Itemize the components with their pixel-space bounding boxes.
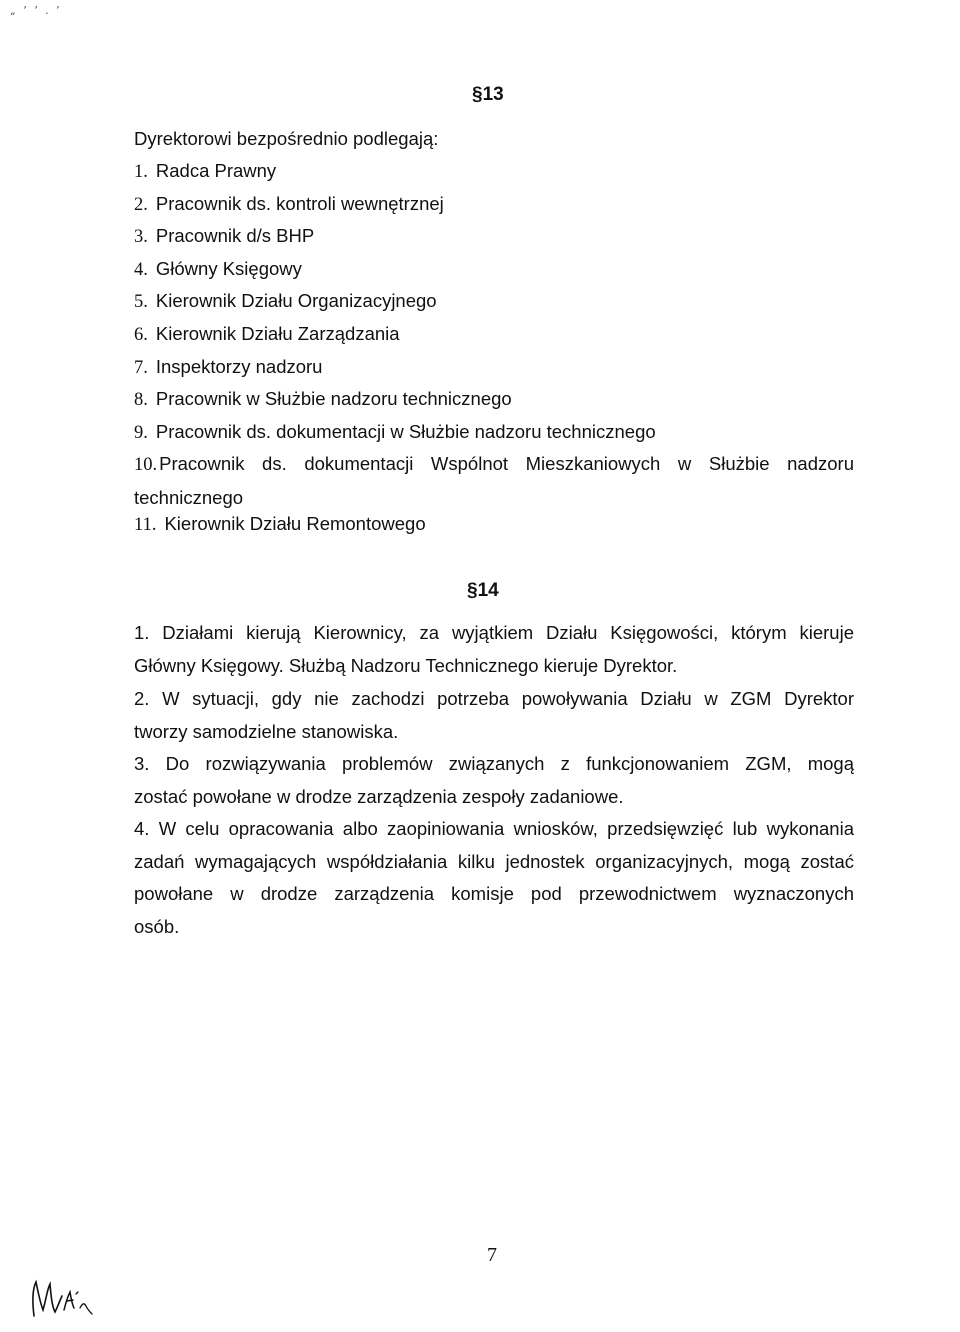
paragraph-line: 3. Do rozwiązywania problemów związanych z funkcjonowaniem ZGM, mogą [134, 753, 854, 774]
subordinates-list [134, 160, 854, 545]
paragraph-line: 4. W celu opracowania albo zaopiniowania wniosków, przedsięwzięć lub wykonania [134, 818, 854, 839]
list-item-text: Pracownik ds. dokumentacji Wspólnot Mieszkaniowych w Służbie nadzoru [159, 453, 854, 475]
list-item-number: 7. [134, 357, 148, 378]
list-item [134, 160, 854, 193]
list-item-text: Pracownik w Służbie nadzoru technicznego [155, 388, 512, 410]
paragraph-3 [134, 748, 854, 813]
list-item [134, 448, 854, 514]
list-item-text: Główny Księgowy [155, 257, 302, 279]
paragraph-2 [134, 683, 854, 748]
section-13-heading: §13 [472, 84, 504, 105]
list-item-text: Pracownik ds. kontroli wewnętrznej [155, 192, 444, 214]
list-item [134, 388, 854, 421]
paragraph-4 [134, 813, 854, 943]
list-item-text: Pracownik d/s BHP [155, 225, 315, 247]
list-item-text: Inspektorzy nadzoru [155, 355, 323, 377]
handwritten-signature-icon [28, 1270, 100, 1318]
list-item-number: 10. [134, 455, 158, 476]
list-item [134, 290, 854, 323]
list-item [134, 513, 854, 546]
list-item-number: 8. [134, 390, 148, 411]
list-item [134, 323, 854, 356]
page-number: 7 [487, 1244, 497, 1266]
list-item-text: Pracownik ds. dokumentacji w Służbie nadzoru technicznego [155, 420, 656, 442]
corner-scan-mark: „ ’ ’ . ’ [10, 4, 62, 17]
paragraph-line: tworzy samodzielne stanowiska. [134, 720, 399, 742]
list-item-number: 9. [134, 422, 148, 443]
list-item-text: Kierownik Działu Organizacyjnego [155, 290, 437, 312]
list-item [134, 193, 854, 226]
paragraph-1 [134, 617, 854, 682]
list-item-line [134, 448, 854, 482]
list-item-number: 1. [134, 162, 148, 182]
list-item-text-continued: technicznego [134, 486, 244, 508]
list-item-number: 2. [134, 194, 148, 215]
list-item-text: Radca Prawny [155, 160, 277, 181]
list-item-number: 5. [134, 292, 148, 313]
list-item-text: Kierownik Działu Remontowego [164, 512, 426, 534]
list-item [134, 356, 854, 389]
list-item-number: 3. [134, 227, 148, 248]
section-13-intro: Dyrektorowi bezpośrednio podlegają: [134, 128, 439, 149]
list-item-number: 6. [134, 324, 148, 345]
list-item [134, 258, 854, 291]
list-item [134, 225, 854, 258]
list-item-number: 4. [134, 259, 148, 280]
paragraph-line: osób. [134, 915, 180, 937]
paragraph-line: powołane w drodze zarządzenia komisje pod przewodnictwem wyznaczonych [134, 883, 854, 905]
paragraph-line: zostać powołane w drodze zarządzenia zespoły zadaniowe. [134, 785, 624, 807]
paragraph-line: 1. Działami kierują Kierownicy, za wyjątkiem Działu Księgowości, którym kieruje [134, 622, 854, 643]
section-14-heading: §14 [467, 580, 499, 601]
paragraph-line: zadań wymagających współdziałania kilku jednostek organizacyjnych, mogą zostać [134, 850, 854, 872]
paragraph-line: Główny Księgowy. Służbą Nadzoru Technicznego kieruje Dyrektor. [134, 654, 678, 676]
list-item-number: 11. [134, 514, 157, 535]
list-item-text: Kierownik Działu Zarządzania [155, 322, 400, 344]
paragraph-line: 2. W sytuacji, gdy nie zachodzi potrzeba powoływania Działu w ZGM Dyrektor [134, 688, 854, 709]
